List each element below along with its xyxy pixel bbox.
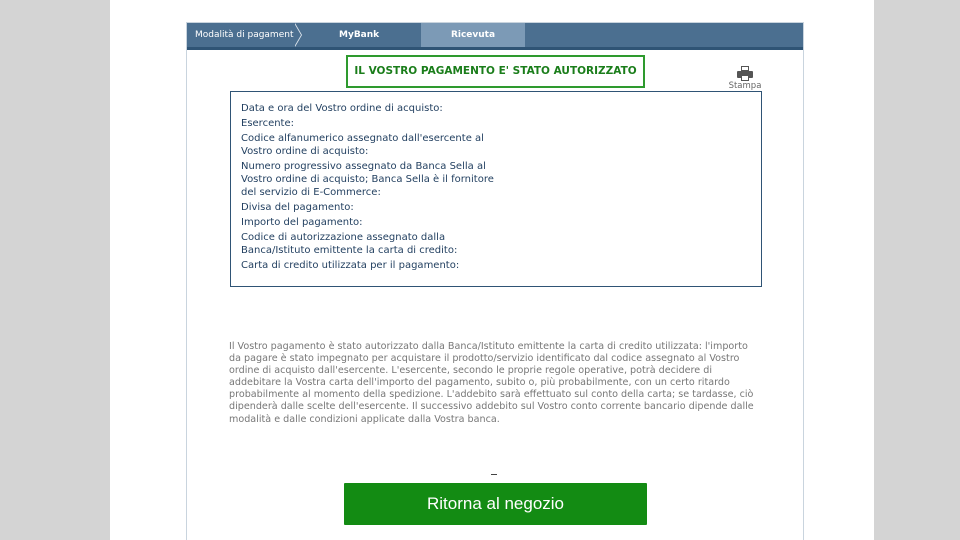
detail-merchant-order-code: Codice alfanumerico assegnato dall'esercente al Vostro ordine di acquisto:	[241, 133, 484, 157]
order-details-box	[230, 91, 762, 287]
step-receipt-active: Ricevuta	[421, 23, 525, 47]
step-payment-method: Modalità di pagamento	[195, 30, 299, 40]
step-separator-arrow-inner	[294, 23, 301, 47]
progress-steps	[187, 23, 803, 49]
step-mybank: MyBank	[339, 30, 380, 40]
detail-merchant: Esercente:	[241, 118, 295, 129]
steps-underline	[187, 47, 803, 50]
separator-dash	[491, 474, 497, 475]
detail-amount: Importo del pagamento:	[241, 217, 363, 228]
detail-order-datetime: Data e ora del Vostro ordine di acquisto:	[241, 103, 443, 114]
detail-bank-order-number: Numero progressivo assegnato da Banca Sella al Vostro ordine di acquisto; Banca Sella è il fornitore del servizio di E-Commerce:	[241, 161, 494, 198]
return-to-shop-button[interactable]: Ritorna al negozio	[344, 483, 647, 525]
authorization-note: Il Vostro pagamento è stato autorizzato dalla Banca/Istituto emittente la carta di credito utilizzata: l'importo da pagare è stato impegnato per acquistare il prodotto/servizio identificato dal codice assegnato al Vostro ordine di acquisto dall'esercente. L'esercente, secondo le proprie regole operative, potrà decidere di addebitare la Vostra carta dell'importo del pagamento, subito o, più probabilmente, con un certo ritardo probabilmente al momento della spedizione. L'addebito sarà effettuato sul conto della carta; se tardasse, ciò dipenderà dalle scelte dell'esercente. Il successivo addebito sul Vostro conto corrente bancario dipende dalle modalità e dalle condizioni applicate dalla Vostra banca.	[229, 341, 754, 425]
detail-currency: Divisa del pagamento:	[241, 202, 354, 213]
print-button[interactable]	[725, 66, 765, 91]
payment-frame	[186, 22, 804, 540]
detail-authorization-code: Codice di autorizzazione assegnato dalla Banca/Istituto emittente la carta di credito:	[241, 232, 458, 256]
authorized-title: IL VOSTRO PAGAMENTO E' STATO AUTORIZZATO	[346, 55, 645, 88]
print-label[interactable]: Stampa	[728, 81, 762, 91]
page-container	[110, 0, 874, 540]
detail-card-used: Carta di credito utilizzata per il pagamento:	[241, 260, 460, 271]
printer-icon[interactable]	[737, 66, 753, 81]
